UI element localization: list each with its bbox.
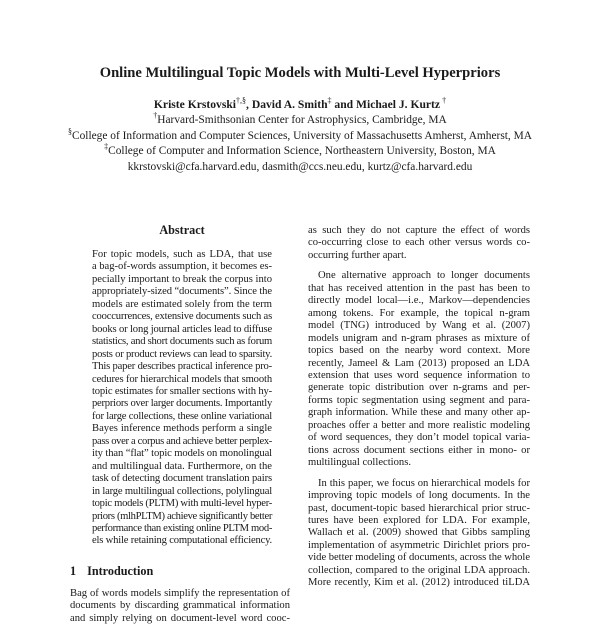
right-paragraph-1 <box>308 225 530 262</box>
text-line-content: documents by discarding grammatical information <box>70 600 290 612</box>
text-line-content: improving topic models of long documents. In the <box>308 490 530 502</box>
text-line <box>308 503 530 515</box>
text-line-content: cooccurrences, extensive documents such as <box>92 311 272 323</box>
section-number: 1 <box>70 563 77 578</box>
text-line <box>92 336 272 348</box>
text-line <box>92 374 272 386</box>
text-line-content: and multilingual data. Furthermore, on the <box>92 460 272 472</box>
text-line <box>308 370 530 382</box>
abstract-heading: Abstract <box>159 223 205 237</box>
text-line-content: as such they do not capture the effect of words <box>308 225 530 236</box>
text-line <box>308 565 530 577</box>
affiliation-text: Harvard-Smithsonian Center for Astrophysics, Cambridge, MA <box>157 114 447 126</box>
text-line-content: els while retaining computational efficiency. <box>92 535 272 547</box>
text-line <box>308 457 530 469</box>
affiliation <box>0 113 600 128</box>
text-line <box>308 270 530 282</box>
text-line <box>70 588 290 600</box>
text-line-content: One alternative approach to longer documents <box>318 270 530 282</box>
text-line-content: directly model local—i.e., Markov—dependencies <box>308 295 530 307</box>
text-line <box>92 498 272 510</box>
text-line <box>92 286 272 298</box>
text-line-content: posts or product reviews can lead to sparsity. <box>92 348 272 360</box>
paper-title: Online Multilingual Topic Models with Multi-Level Hyperpriors <box>99 65 501 81</box>
text-line-content: priors (mlhPLTM) achieve significantly better <box>92 510 272 522</box>
text-line-content: cedures for hierarchical models that smooth <box>92 373 272 385</box>
text-line <box>92 448 272 460</box>
text-line <box>92 535 272 547</box>
affiliation <box>0 144 600 159</box>
text-line <box>92 511 272 523</box>
text-line-content: collection, compared to the original LDA approach. <box>308 564 530 576</box>
text-line <box>308 527 530 539</box>
text-line-content: performance than existing online PLTM mod- <box>92 522 272 534</box>
section-title: Introduction <box>87 563 154 578</box>
text-line <box>308 358 530 370</box>
text-line-content: that has received attention in the past has been to <box>308 282 530 294</box>
text-line-content: Wallach et al. (2009) showed that Gibbs sampling <box>308 527 530 539</box>
text-line <box>308 345 530 357</box>
text-line <box>308 445 530 457</box>
text-line-content: perpriors over larger documents. Importantly <box>92 398 272 410</box>
text-line <box>308 295 530 307</box>
text-line-content: forms topic segmentation using segment and para- <box>308 394 530 406</box>
affiliation-mark: † <box>153 111 158 120</box>
text-line-content: generate topic distribution over n-grams and per- <box>308 382 530 394</box>
text-line-content: model (TNG) introduced by Wang et al. (2007) <box>308 320 530 332</box>
right-paragraph-3 <box>308 478 530 590</box>
author-name: Michael J. Kurtz <box>356 98 441 111</box>
text-line-content: books or long journal articles lead to diffuse <box>92 323 272 335</box>
text-line-content: in large multilingual collections, polylingual <box>92 485 272 497</box>
text-line-content: This paper describes practical inference pro- <box>92 361 272 373</box>
text-line <box>70 600 290 612</box>
text-line <box>70 613 290 625</box>
text-line <box>308 382 530 394</box>
text-line-content: graph information. While these and many other ap- <box>308 407 530 419</box>
text-line-content: topic estimates for smaller sections with hy- <box>92 385 272 397</box>
text-line-content: pecially important to break the corpus into <box>92 273 272 285</box>
text-line <box>308 420 530 432</box>
text-line <box>308 540 530 552</box>
text-line <box>92 249 272 261</box>
text-line-content: implementation of asymmetric Dirichlet priors pro- <box>308 539 530 551</box>
author-list <box>0 97 600 112</box>
text-line <box>308 395 530 407</box>
text-line <box>92 261 272 273</box>
text-line-content: topics based on the nearby word context. More <box>308 345 530 357</box>
author-name: Kriste Krstovski <box>153 98 237 111</box>
text-line-content: recently, Jameel & Lam (2013) proposed an LDA <box>308 357 530 369</box>
affiliation-mark: § <box>68 126 72 136</box>
author-separator: , <box>246 98 252 111</box>
text-line-content: ity than “flat” topic models on monolingual <box>92 448 272 460</box>
text-line-content: appropriately-sized “documents”. Since the <box>92 286 272 298</box>
text-line-content: Bag of words models simplify the representation of <box>70 587 290 599</box>
text-line <box>92 423 272 435</box>
text-line <box>308 320 530 332</box>
text-line-content: of word sequences, they don’t model topical varia- <box>308 432 530 444</box>
text-line <box>308 577 530 589</box>
text-line <box>92 299 272 311</box>
abstract-body <box>92 249 272 548</box>
text-line <box>308 515 530 527</box>
text-line <box>308 225 530 237</box>
text-line-content: multilingual collections. <box>308 457 411 469</box>
text-line <box>308 333 530 345</box>
text-line-content: For topic models, such as LDA, that use <box>92 249 272 260</box>
author-name: David A. Smith <box>251 98 328 111</box>
affiliation-text: College of Computer and Information Science, Northeastern University, Boston, MA <box>108 145 496 157</box>
text-line-content: More recently, Kim et al. (2012) introduced tiLDA <box>308 577 530 589</box>
text-line-content: co-occurring close to each other versus words co- <box>308 237 530 249</box>
text-line <box>308 490 530 502</box>
text-line-content: tures have been explored for LDA. For example, <box>308 514 530 526</box>
text-line <box>308 478 530 490</box>
text-line-content: among tokens. For example, the topical n-gram <box>308 307 530 319</box>
text-line-content: past, document-topic based hierarchical prior struc- <box>308 502 530 514</box>
affiliation-text: College of Information and Computer Sciences, University of Massachusetts Amherst, Amherst, MA <box>72 129 532 142</box>
text-line-content: task of detecting document translation pairs <box>92 473 272 485</box>
text-line-content: topic models (PLTM) with multi-level hyper- <box>92 498 272 510</box>
right-paragraph-2 <box>308 270 530 469</box>
text-line <box>308 552 530 564</box>
text-line-content: models are estimated solely from the term <box>92 298 272 310</box>
text-line <box>92 398 272 410</box>
right-column <box>308 225 530 590</box>
text-line-content: vide better modeling of documents, across the whole <box>308 552 530 564</box>
text-line <box>92 411 272 423</box>
text-line <box>92 274 272 286</box>
text-line <box>308 407 530 419</box>
text-line <box>92 361 272 373</box>
text-line-content: In this paper, we focus on hierarchical models for <box>318 477 530 489</box>
author-affiliation-mark: ‡ <box>327 96 332 105</box>
text-line <box>92 311 272 323</box>
text-line <box>92 486 272 498</box>
left-column <box>70 223 290 625</box>
text-line-content: proaches offer a better and more realistic modeling <box>308 419 530 431</box>
text-line-content: statistics, and short documents such as forum <box>92 336 272 348</box>
text-line-content: pass over a corpus and achieve better perplex- <box>92 435 272 447</box>
text-line-content: for large collections, these online variational <box>92 410 272 422</box>
text-line <box>92 386 272 398</box>
text-line <box>308 432 530 444</box>
author-affiliation-mark: † <box>440 96 447 105</box>
text-line-content: tions across document sections either in mono- or <box>308 444 530 456</box>
text-line <box>92 324 272 336</box>
text-line-content: and simply relying on document-level word cooc- <box>70 612 290 624</box>
text-line <box>308 250 530 262</box>
text-line-content: extension that uses word sequence information to <box>308 369 530 381</box>
text-line-content: models unigram and n-gram phrases as mixture of <box>308 332 530 344</box>
section-heading-introduction <box>70 564 290 579</box>
text-line <box>92 349 272 361</box>
text-line-content: Bayes inference methods perform a single <box>92 423 272 435</box>
text-line <box>92 461 272 473</box>
text-line <box>92 523 272 535</box>
text-line <box>308 308 530 320</box>
affiliation <box>0 126 600 144</box>
text-line <box>92 436 272 448</box>
author-emails: kkrstovski@cfa.harvard.edu, dasmith@ccs.neu.edu, kurtz@cfa.harvard.edu <box>127 160 473 173</box>
text-line-content: a bag-of-words assumption, it becomes es- <box>92 261 272 273</box>
author-affiliation-mark: †,§ <box>236 96 247 105</box>
text-line-content: occurring further apart. <box>308 249 407 261</box>
text-line <box>308 283 530 295</box>
text-line <box>92 473 272 485</box>
author-separator: and <box>331 98 357 111</box>
affiliation-mark: ‡ <box>104 142 109 151</box>
introduction-paragraph <box>70 588 290 625</box>
text-line <box>308 237 530 249</box>
